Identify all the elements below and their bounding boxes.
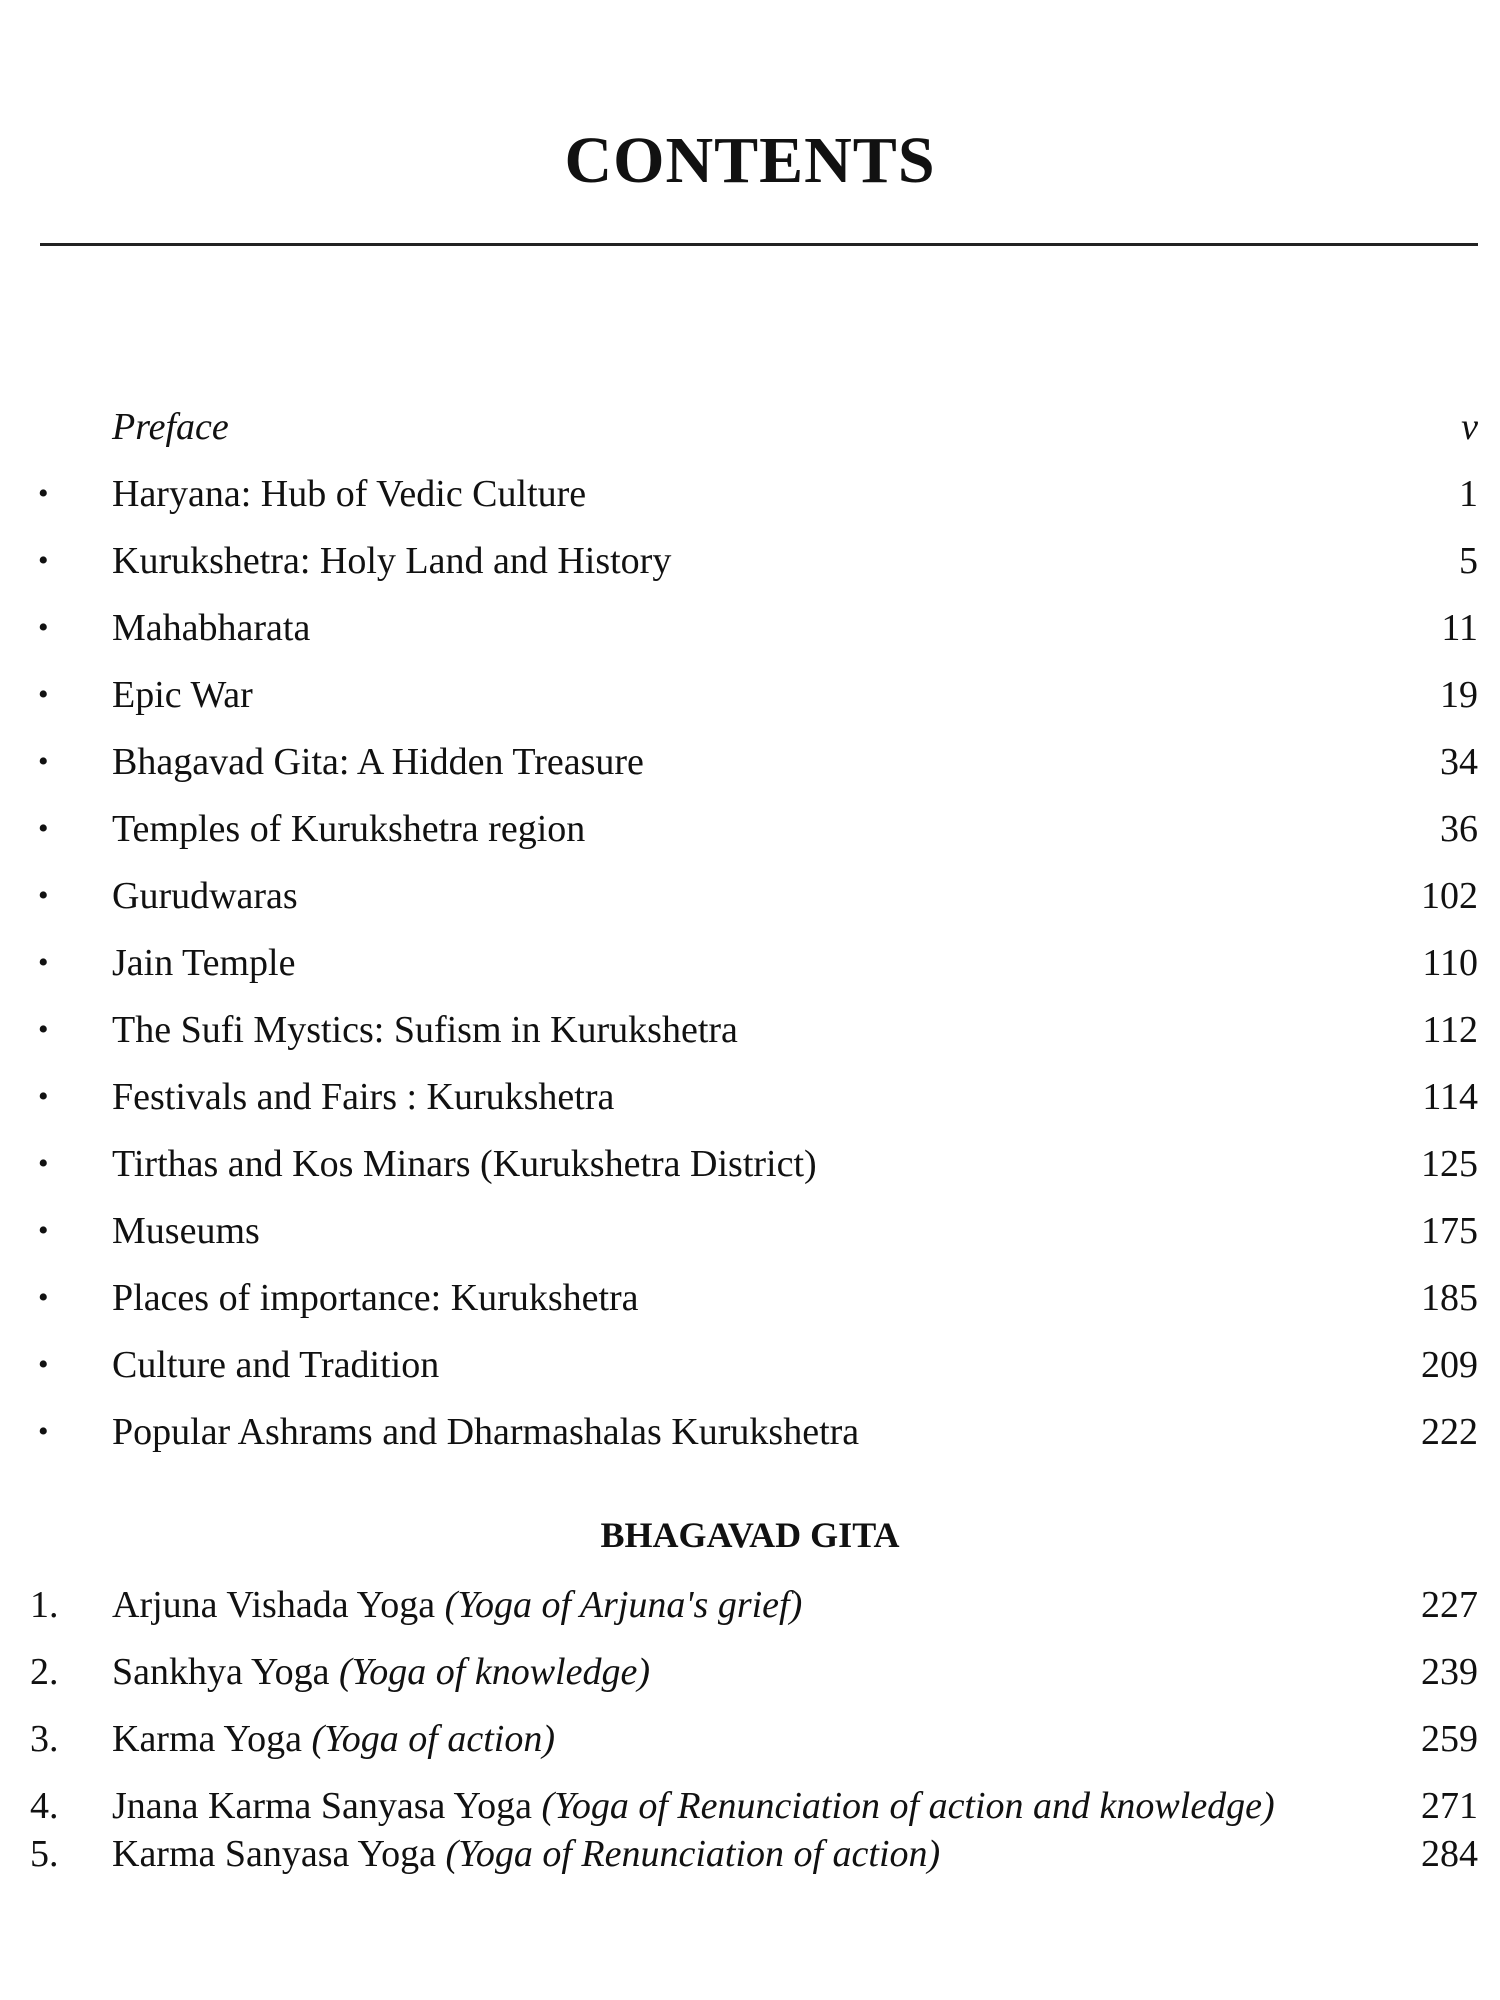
gita-chapter-entry[interactable]	[0, 1647, 1500, 1697]
entry-page: 114	[1422, 1076, 1478, 1118]
entry-page: v	[1461, 406, 1478, 448]
bullet-marker: •	[38, 1281, 49, 1314]
bullet-marker: •	[38, 678, 49, 711]
bullet-marker: •	[38, 611, 49, 644]
entry-title: Preface	[112, 406, 229, 448]
toc-entry[interactable]	[0, 1206, 1500, 1256]
bullet-marker: •	[38, 812, 49, 845]
chapter-number: 3.	[30, 1718, 59, 1760]
entry-title: Culture and Tradition	[112, 1344, 440, 1386]
entry-page: 209	[1421, 1344, 1478, 1386]
chapter-subtitle: (Yoga of knowledge)	[338, 1651, 650, 1693]
bullet-marker: •	[38, 1214, 49, 1247]
chapter-subtitle: (Yoga of action)	[311, 1718, 555, 1760]
toc-entry[interactable]	[0, 603, 1500, 653]
chapter-number: 2.	[30, 1651, 59, 1693]
chapter-title-line	[112, 1647, 650, 1697]
toc-entry[interactable]	[0, 1005, 1500, 1055]
gita-chapter-entry[interactable]	[0, 1781, 1500, 1831]
toc-entry[interactable]	[0, 1340, 1500, 1390]
title-divider	[40, 243, 1478, 246]
chapter-title: Arjuna Vishada Yoga	[112, 1584, 436, 1626]
entry-page: 34	[1440, 741, 1478, 783]
bullet-marker: •	[38, 745, 49, 778]
entry-title: Temples of Kurukshetra region	[112, 808, 586, 850]
chapter-title: Jnana Karma Sanyasa Yoga	[112, 1785, 533, 1827]
toc-entry[interactable]	[0, 871, 1500, 921]
bullet-marker: •	[38, 1080, 49, 1113]
page-title: CONTENTS	[564, 124, 936, 197]
bullet-marker: •	[38, 946, 49, 979]
entry-page: 112	[1422, 1009, 1478, 1051]
chapter-title-line	[112, 1829, 940, 1879]
entry-title: Places of importance: Kurukshetra	[112, 1277, 639, 1319]
entry-title: Jain Temple	[112, 942, 296, 984]
bullet-marker: •	[38, 1013, 49, 1046]
entry-page: 1	[1459, 473, 1478, 515]
chapter-title: Karma Yoga	[112, 1718, 302, 1760]
entry-title: Gurudwaras	[112, 875, 298, 917]
entry-page: 36	[1440, 808, 1478, 850]
gita-chapter-entry[interactable]	[0, 1829, 1500, 1879]
toc-entry[interactable]	[0, 1407, 1500, 1457]
entry-page: 102	[1421, 875, 1478, 917]
chapter-title-line	[112, 1781, 1275, 1831]
chapter-subtitle: (Yoga of Arjuna's grief)	[444, 1584, 803, 1626]
bullet-marker: •	[38, 477, 49, 510]
chapter-title: Karma Sanyasa Yoga	[112, 1833, 437, 1875]
entry-title: Popular Ashrams and Dharmashalas Kurukshetra	[112, 1411, 860, 1453]
entry-title: The Sufi Mystics: Sufism in Kurukshetra	[112, 1009, 738, 1051]
gita-chapter-entry[interactable]	[0, 1580, 1500, 1630]
chapter-page: 259	[1421, 1718, 1478, 1760]
bullet-marker: •	[38, 544, 49, 577]
gita-chapter-entry[interactable]	[0, 1714, 1500, 1764]
entry-page: 125	[1421, 1143, 1478, 1185]
chapter-title: Sankhya Yoga	[112, 1651, 330, 1693]
chapter-number: 5.	[30, 1833, 59, 1875]
toc-entry[interactable]	[0, 804, 1500, 854]
toc-entry[interactable]	[0, 670, 1500, 720]
entry-page: 185	[1421, 1277, 1478, 1319]
toc-entry[interactable]	[0, 737, 1500, 787]
toc-entry[interactable]	[0, 1072, 1500, 1122]
entry-title: Museums	[112, 1210, 260, 1252]
toc-entry[interactable]	[0, 1273, 1500, 1323]
entry-page: 222	[1421, 1411, 1478, 1453]
chapter-page: 284	[1421, 1833, 1478, 1875]
entry-title: Epic War	[112, 674, 253, 716]
bullet-marker: •	[38, 879, 49, 912]
toc-entry[interactable]	[0, 938, 1500, 988]
entry-title: Festivals and Fairs : Kurukshetra	[112, 1076, 615, 1118]
section-heading-bhagavad-gita: BHAGAVAD GITA	[600, 1515, 900, 1555]
entry-page: 19	[1440, 674, 1478, 716]
entry-page: 5	[1459, 540, 1478, 582]
chapter-page: 227	[1421, 1584, 1478, 1626]
toc-entry[interactable]	[0, 536, 1500, 586]
entry-title: Mahabharata	[112, 607, 311, 649]
bullet-marker: •	[38, 1147, 49, 1180]
chapter-page: 271	[1421, 1785, 1478, 1827]
chapter-number: 1.	[30, 1584, 59, 1626]
toc-entry[interactable]	[0, 1139, 1500, 1189]
toc-entry[interactable]	[0, 469, 1500, 519]
entry-title: Kurukshetra: Holy Land and History	[112, 540, 672, 582]
toc-entry-preface[interactable]	[0, 402, 1500, 452]
chapter-title-line	[112, 1714, 555, 1764]
entry-page: 11	[1441, 607, 1478, 649]
chapter-title-line	[112, 1580, 802, 1630]
chapter-subtitle: (Yoga of Renunciation of action)	[445, 1833, 941, 1875]
entry-title: Tirthas and Kos Minars (Kurukshetra District)	[112, 1143, 817, 1185]
bullet-marker: •	[38, 1415, 49, 1448]
entry-title: Haryana: Hub of Vedic Culture	[112, 473, 587, 515]
entry-title: Bhagavad Gita: A Hidden Treasure	[112, 741, 644, 783]
entry-page: 175	[1421, 1210, 1478, 1252]
entry-page: 110	[1422, 942, 1478, 984]
bullet-marker: •	[38, 1348, 49, 1381]
chapter-subtitle: (Yoga of Renunciation of action and knowledge)	[541, 1785, 1275, 1827]
chapter-page: 239	[1421, 1651, 1478, 1693]
chapter-number: 4.	[30, 1785, 59, 1827]
